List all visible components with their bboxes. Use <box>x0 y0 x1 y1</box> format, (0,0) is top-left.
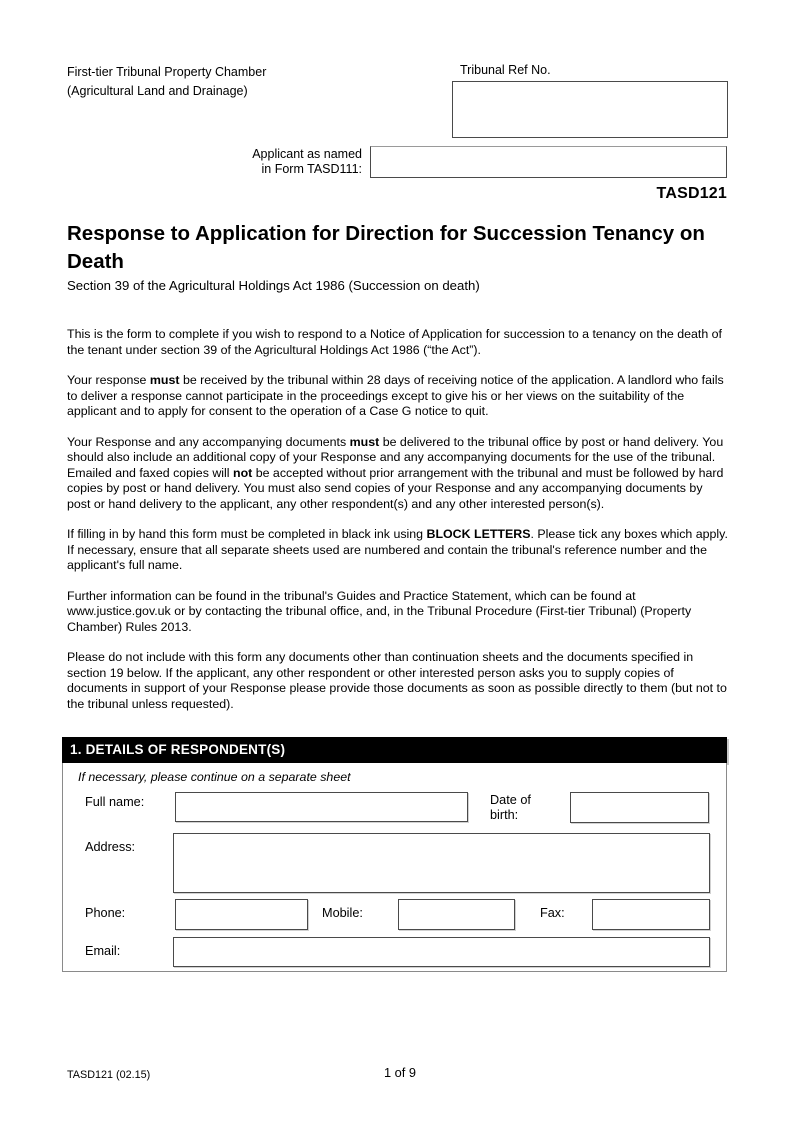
intro-paragraph: This is the form to complete if you wish to respond to a Notice of Application for succession to a tenancy on the death of the tenant under section 39 of the Agricultural Holdings Act 1986 (“the Act”). <box>67 327 722 357</box>
intro-paragraph: Further information can be found in the tribunal's Guides and Practice Statement, which can be found at www.justice.gov.uk or by contacting the tribunal office, and, in the Tribunal Procedure (First-tier Tribunal) (Property Chamber) Rules 2013. <box>67 588 692 634</box>
tribunal-name-line2: (Agricultural Land and Drainage) <box>67 84 248 98</box>
page-subtitle: Section 39 of the Agricultural Holdings Act 1986 (Succession on death) <box>67 278 480 293</box>
intro-paragraph: Please do not include with this form any documents other than continuation sheets and the documents specified in section 19 below. If the applicant, any other respondent or other interested person asks you to supply copies of documents in support of your Response please provide those documents as soon as possible directly to them (but not to the tribunal unless requested). <box>67 650 727 711</box>
page-title: Response to Application for Direction for Succession Tenancy on Death <box>67 222 705 273</box>
section-1-header: 1. DETAILS OF RESPONDENT(S) <box>62 737 727 763</box>
fax-label: Fax: <box>540 906 565 920</box>
full-name-input[interactable] <box>175 792 468 822</box>
intro-paragraph: Your Response and any accompanying documents must be delivered to the tribunal office by post or hand delivery. You should also include an additional copy of your Response and any accompanying documents for the use of the tribunal. Emailed and faxed copies will not be accepted without prior arrangement with the tribunal and must be followed by hard copies by post or hand delivery. You must also send copies of your Response and any accompanying documents by post or hand delivery to the applicant, any other respondent(s) and any other interested person(s). <box>67 434 724 511</box>
phone-label: Phone: <box>85 906 126 920</box>
applicant-name-input[interactable] <box>370 146 727 178</box>
date-of-birth-label: Date of birth: <box>490 793 531 822</box>
phone-input[interactable] <box>175 899 308 930</box>
continue-separate-sheet-note: If necessary, please continue on a separate sheet <box>78 770 351 784</box>
mobile-input[interactable] <box>398 899 515 930</box>
page-number: 1 of 9 <box>383 1065 417 1080</box>
email-input[interactable] <box>173 937 710 967</box>
mobile-label: Mobile: <box>322 906 363 920</box>
applicant-label: Applicant as named in Form TASD111: <box>252 147 362 176</box>
section-details-of-respondents <box>62 737 727 972</box>
address-input[interactable] <box>173 833 710 893</box>
fax-input[interactable] <box>592 899 710 930</box>
tribunal-name-line1: First-tier Tribunal Property Chamber <box>67 65 267 79</box>
intro-paragraph: If filling in by hand this form must be completed in black ink using BLOCK LETTERS. Please tick any boxes which apply. If necessary, ensure that all separate sheets used are numbered and contain the tribunal's reference number and the applicant's full name. <box>67 527 728 572</box>
intro-text <box>67 327 728 727</box>
full-name-label: Full name: <box>85 795 145 809</box>
tribunal-name <box>67 63 266 101</box>
date-of-birth-input[interactable] <box>570 792 709 823</box>
tribunal-ref-label: Tribunal Ref No. <box>460 63 551 77</box>
email-label: Email: <box>85 944 121 958</box>
address-label: Address: <box>85 840 136 854</box>
form-code: TASD121 <box>656 185 727 202</box>
tribunal-ref-input[interactable] <box>452 81 728 138</box>
section-1-body <box>62 763 727 972</box>
form-version: TASD121 (02.15) <box>67 1069 151 1081</box>
intro-paragraph: Your response must be received by the tribunal within 28 days of receiving notice of the application. A landlord who fails to deliver a response cannot participate in the proceedings except to give his or her views on the suitability of the applicant and to apply for consent to the operation of a Case G notice to quit. <box>67 373 724 418</box>
